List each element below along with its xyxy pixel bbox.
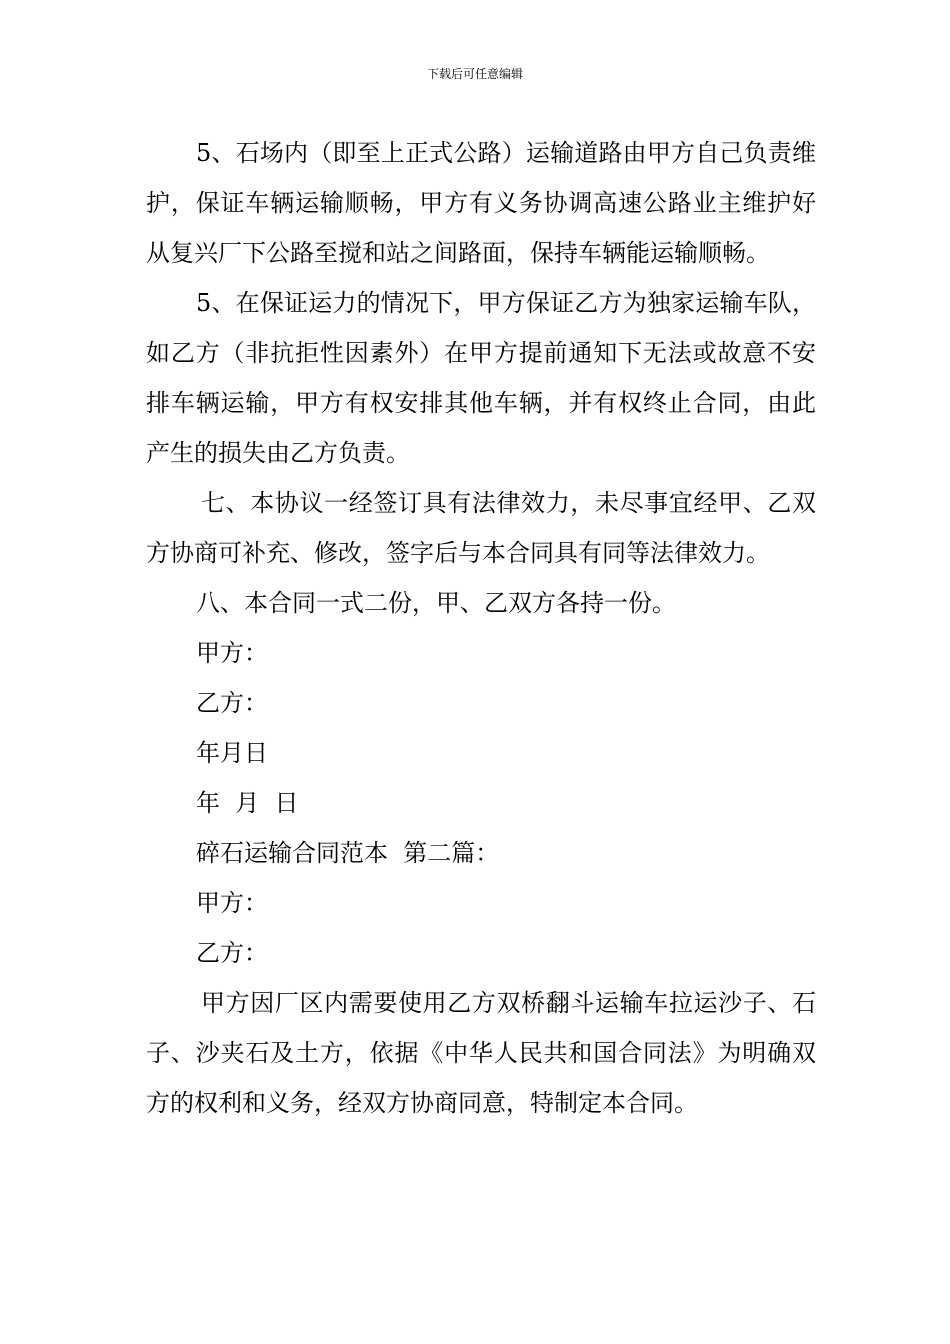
party-b-label: 乙方： [196, 689, 268, 717]
party-a-label: 甲方： [196, 639, 268, 667]
date-line-spaced: 年 月 日 [196, 789, 299, 817]
document-body [146, 128, 816, 1128]
paragraph-legal-effect: 七、本协议一经签订具有法律效力，未尽事宜经甲、乙双方协商可补充、修改，签字后与本合同具有同等法律效力。 [146, 489, 816, 567]
paragraph-road-maintenance: 5、石场内（即至上正式公路）运输道路由甲方自己负责维护，保证车辆运输顺畅，甲方有义务协调高速公路业主维护好从复兴厂下公路至搅和站之间路面，保持车辆能运输顺畅。 [146, 139, 816, 267]
party-a-label-2: 甲方： [196, 889, 268, 917]
date-line: 年月日 [196, 739, 268, 767]
page-header: 下载后可任意编辑 [426, 67, 523, 81]
paragraph-contract-intro: 甲方因厂区内需要使用乙方双桥翻斗运输车拉运沙子、石子、沙夹石及土方，依据《中华人民共和国合同法》为明确双方的权利和义务，经双方协商同意，特制定本合同。 [146, 989, 816, 1117]
party-b-label-2: 乙方： [196, 939, 268, 967]
section-title: 碎石运输合同范本 第二篇： [196, 839, 500, 867]
paragraph-exclusive-transport: 5、在保证运力的情况下，甲方保证乙方为独家运输车队，如乙方（非抗拒性因素外）在甲方提前通知下无法或故意不安排车辆运输，甲方有权安排其他车辆，并有权终止合同，由此产生的损失由乙方负责。 [146, 289, 816, 467]
paragraph-copies: 八、本合同一式二份，甲、乙双方各持一份。 [196, 589, 676, 617]
